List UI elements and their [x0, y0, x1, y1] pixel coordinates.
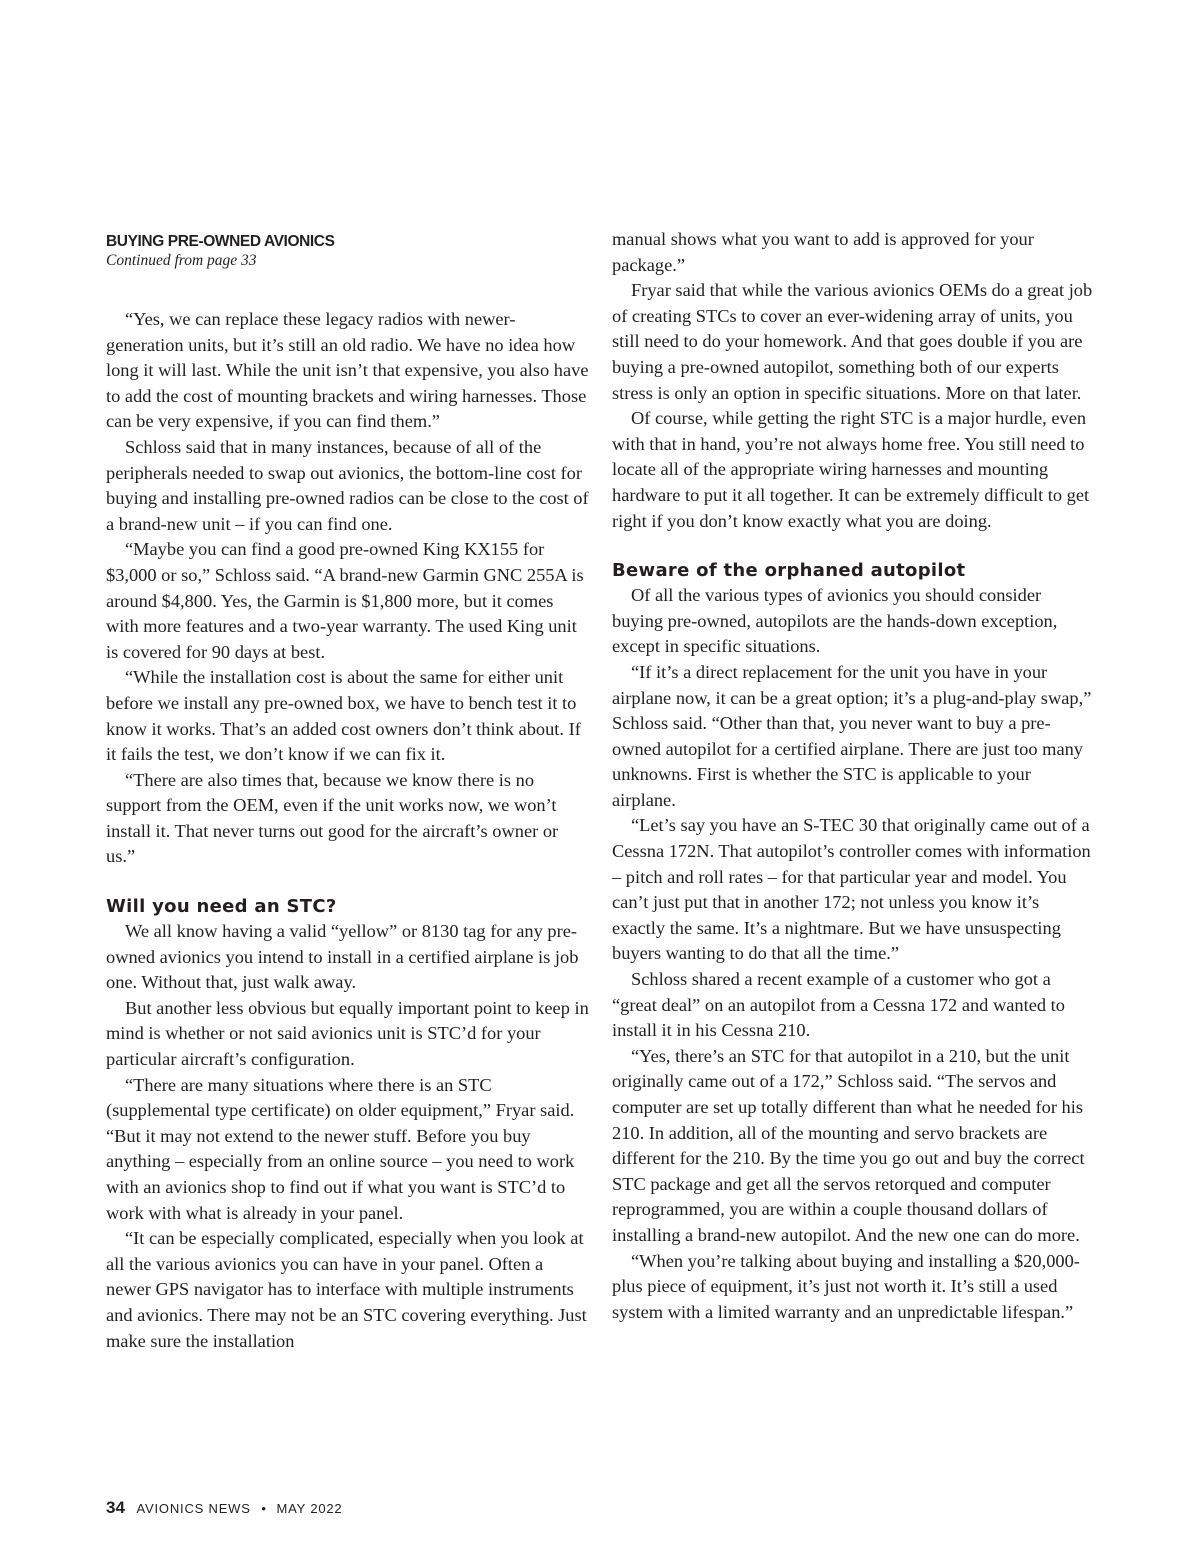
paragraph: “Maybe you can find a good pre-owned King KX155 for $3,000 or so,” Schloss said. “A brand-new Garmin GNC 255A is around $4,800. Yes, the Garmin is $1,800 more, but it comes with more features and a two-year warranty. The used King unit is covered for 90 days at best. — [106, 539, 584, 662]
paragraph: “While the installation cost is about the same for either unit before we install any pre-owned box, we have to bench test it to know it works. That’s an added cost owners don’t think about. If it fails the test, we don’t know if we can fix it. — [106, 667, 581, 765]
footer-separator: • — [261, 1501, 266, 1516]
paragraph: We all know having a valid “yellow” or 8130 tag for any pre-owned avionics you intend to install in a certified airplane is job one. Without that, just walk away. — [106, 921, 579, 993]
right-column — [612, 227, 1095, 1325]
paragraph: “Yes, we can replace these legacy radios with newer-generation units, but it’s still an old radio. We have no idea how long it will last. While the unit isn’t that expensive, you also have to add the cost of mounting brackets and wiring harnesses. Those can be very expensive, if you can find them.” — [106, 309, 589, 432]
paragraph: Fryar said that while the various avionics OEMs do a great job of creating STCs to cover an ever-widening array of units, you still need to do your homework. And that goes double if you are buying a pre-owned autopilot, something both of our experts stress is only an option in specific situations. More on that later. — [612, 280, 1093, 403]
paragraph: “It can be especially complicated, especially when you look at all the various avionics you can have in your panel. Often a newer GPS navigator has to interface with multiple instruments and avionics. There may not be an STC covering everything. Just make sure the installation — [106, 1228, 587, 1351]
paragraph: “There are many situations where there is an STC (supplemental type certificate) on older equipment,” Fryar said. “But it may not extend to the newer stuff. Before you buy anything – especially from an online source – you need to work with an avionics shop to find out if what you want is STC’d to work with what is already in your panel. — [106, 1074, 575, 1223]
left-column — [106, 227, 589, 1354]
paragraph: “Let’s say you have an S-TEC 30 that originally came out of a Cessna 172N. That autopilot’s controller comes with information – pitch and roll rates – for that particular year and model. You can’t just put that in another 172; not unless you know it’s exactly the same. It’s a nightmare. But we have unsuspecting buyers wanting to do that all the time.” — [612, 815, 1091, 964]
paragraph: “Yes, there’s an STC for that autopilot in a 210, but the unit originally came out of a 172,” Schloss said. “The servos and computer are set up totally different than what he needed for his 210. In addition, all of the mounting and servo brackets are different for the 210. By the time you go out and buy the correct STC package and get all the servos retorqued and computer reprogrammed, you are within a couple thousand dollars of installing a brand-new autopilot. And the new one can do more. — [612, 1045, 1085, 1245]
paragraph: Of all the various types of avionics you should consider buying pre-owned, autopilots are the hands-down exception, except in specific situations. — [612, 585, 1058, 657]
issue-date: MAY 2022 — [276, 1501, 343, 1516]
page-number: 34 — [106, 1498, 125, 1517]
paragraph: “There are also times that, because we know there is no support from the OEM, even if the unit works now, we won’t install it. That never turns out good for the aircraft’s owner or us.” — [106, 769, 559, 867]
subheading-orphaned-autopilot: Beware of the orphaned autopilot — [612, 560, 966, 582]
paragraph: Schloss said that in many instances, because of all of the peripherals needed to swap out avionics, the bottom-line cost for buying and installing pre-owned radios can be close to the cost of a brand-new unit – if you can find one. — [106, 436, 589, 534]
paragraph: But another less obvious but equally important point to keep in mind is whether or not said avionics unit is STC’d for your particular aircraft’s configuration. — [106, 997, 589, 1070]
paragraph: “When you’re talking about buying and installing a $20,000-plus piece of equipment, it’s just not worth it. It’s still a used system with a limited warranty and an unpredictable lifespan.” — [612, 1250, 1080, 1322]
paragraph-continuation: manual shows what you want to add is approved for your package.” — [612, 229, 1034, 275]
section-kicker: BUYING PRE-OWNED AVIONICS — [106, 233, 335, 250]
publication-name: AVIONICS NEWS — [136, 1501, 251, 1516]
paragraph: “If it’s a direct replacement for the unit you have in your airplane now, it can be a great option; it’s a plug-and-play swap,” Schloss said. “Other than that, you never want to buy a pre-owned autopilot for a certified airplane. There are just too many unknowns. First is whether the STC is applicable to your airplane. — [612, 661, 1092, 810]
paragraph: Of course, while getting the right STC is a major hurdle, even with that in hand, you’re not always home free. You still need to locate all of the appropriate wiring harnesses and mounting hardware to put it all together. It can be extremely difficult to get right if you don’t know exactly what you are doing. — [612, 408, 1090, 531]
page-footer — [106, 1498, 342, 1518]
subheading-stc: Will you need an STC? — [106, 896, 337, 918]
continued-from-note: Continued from page 33 — [106, 252, 257, 269]
paragraph: Schloss shared a recent example of a customer who got a “great deal” on an autopilot from a Cessna 172 and wanted to install it in his Cessna 210. — [612, 969, 1065, 1041]
